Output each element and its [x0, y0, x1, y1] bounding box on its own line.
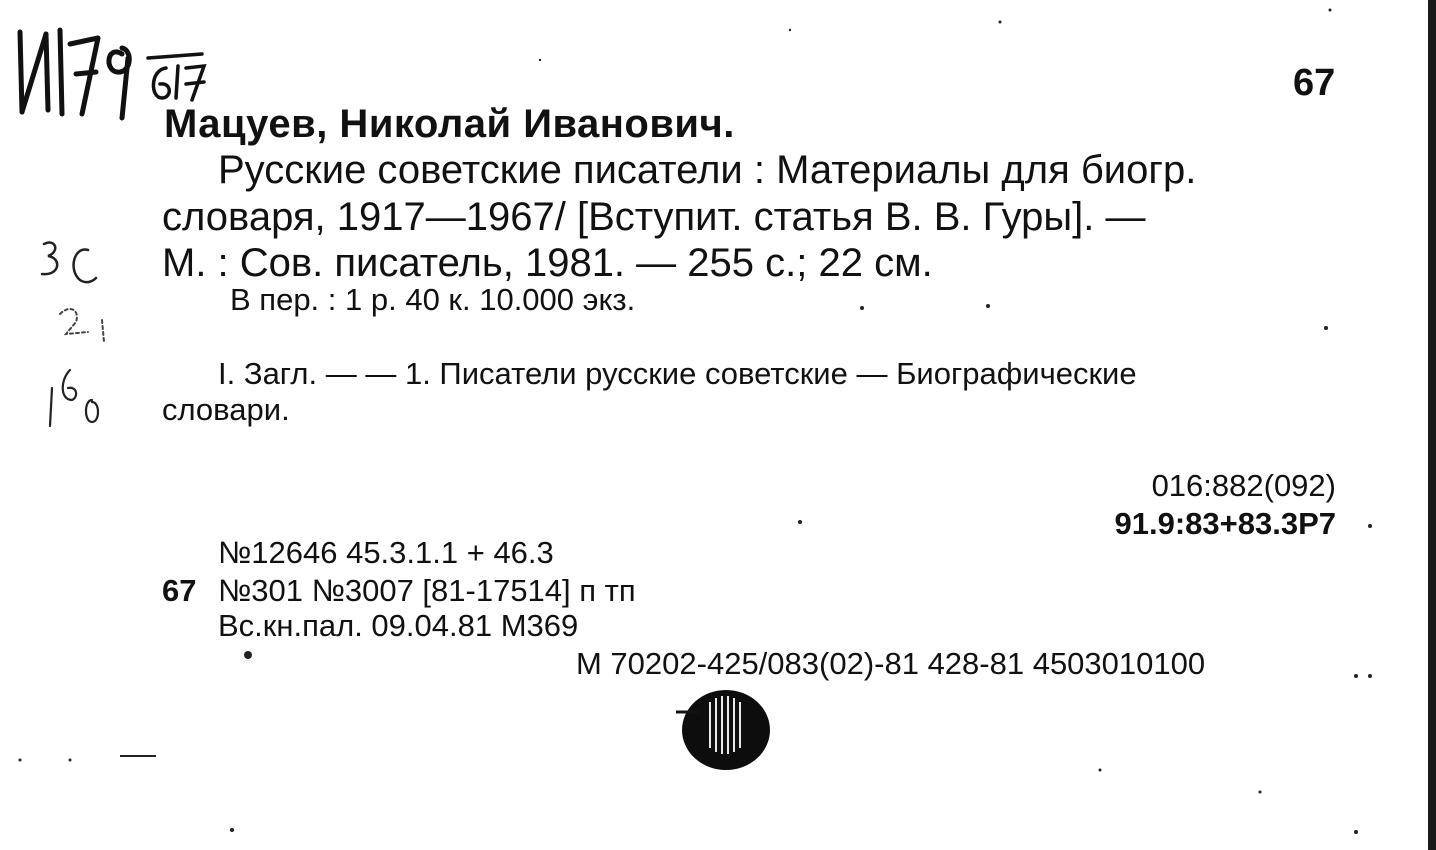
udc-classification: 016:882(092) [1151, 468, 1336, 503]
bbk-classification: 91.9:83+83.3Р7 [1114, 506, 1336, 541]
description-line-2: словаря, 1917—1967/ [Вступит. статья В. В. Гуры]. — [162, 195, 1146, 239]
tracing-line-1: I. Загл. — — 1. Писатели русские советские — Биографические [218, 356, 1137, 391]
page-number: 67 [1293, 62, 1336, 104]
description-line-1: Русские советские писатели : Материалы для биогр. [218, 148, 1197, 192]
card-punch-hole [676, 686, 772, 772]
meta-line-1: №12646 45.3.1.1 + 46.3 [218, 535, 554, 570]
margin-notes [30, 230, 120, 440]
card-edge-shadow [1428, 0, 1436, 850]
price-line: В пер. : 1 р. 40 к. 10.000 экз. [230, 282, 636, 317]
meta-line-2-number: 67 [162, 573, 197, 608]
description-line-3: М. : Сов. писатель, 1981. — 255 с.; 22 см. [162, 241, 933, 285]
author-heading: Мацуев, Николай Иванович. [164, 102, 735, 146]
tracing-line-2: словари. [162, 392, 290, 427]
meta-line-2: №301 №3007 [81-17514] п тп [218, 573, 636, 608]
meta-line-3: Вс.кн.пал. 09.04.81 М369 [218, 608, 579, 643]
meta-line-4: М 70202-425/083(02)-81 428-81 4503010100 [576, 646, 1206, 681]
